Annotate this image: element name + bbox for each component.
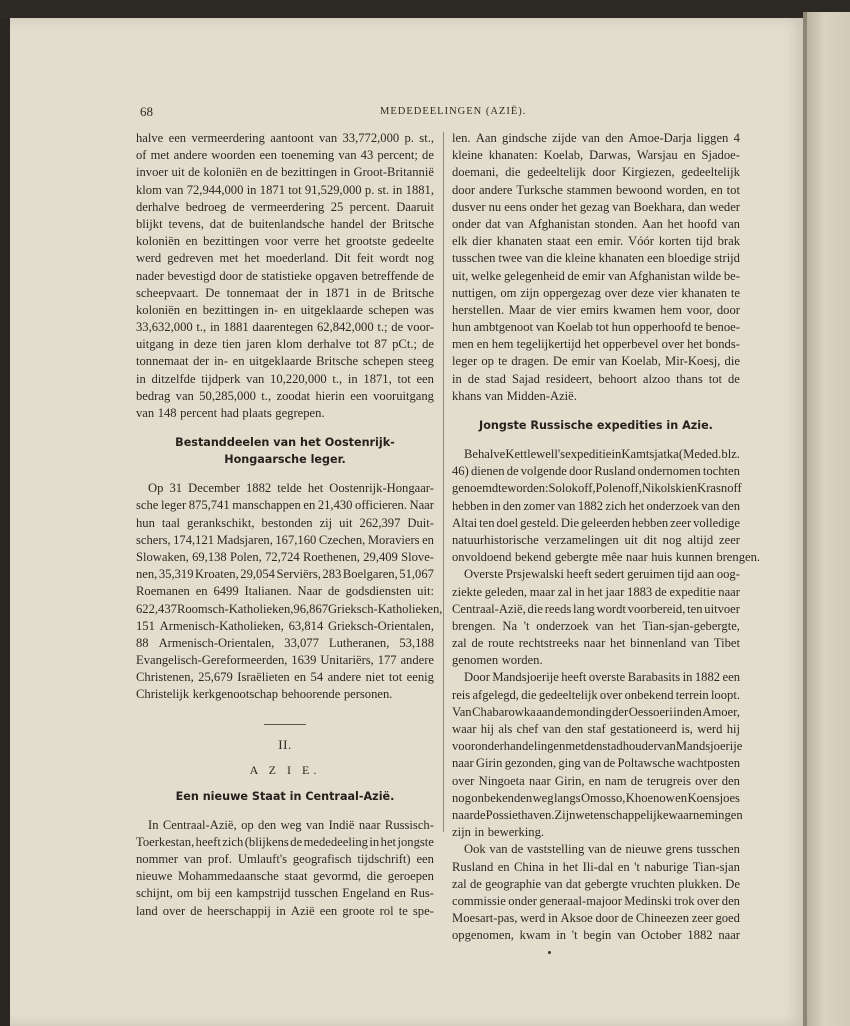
text-line: koloniën en bezittingen voor verre het grootste gedeelte [136, 234, 434, 249]
text-line: derhalve bedroeg de vermeerdering 25 percent. Daaruit [136, 199, 434, 214]
paragraph [452, 669, 743, 841]
text-line: schers, 174,121 Madsjaren, 167,160 Czechen, Moraviers en [136, 532, 434, 547]
section-heading: Een nieuwe Staat in Centraal-Azië. [175, 789, 395, 803]
text-line: khans van Midden-Azië. [452, 388, 577, 403]
text-line: of met andere woorden een toeneming van 43 percent; de [136, 148, 434, 163]
text-line: Ook van de vaststelling van de nieuwe grens tusschen [464, 842, 740, 857]
text-line: in de stad Sajad resideert, behoort alzoo thans tot de [452, 371, 740, 386]
text-line: Roemanen en 6499 Italianen. Naar de godsdiensten uit: [136, 584, 434, 599]
text-line: hebben in den zomer van 1882 zich het onderzoek van den [452, 498, 740, 513]
adjacent-page-edge [807, 12, 850, 1026]
text-line: Evangelisch-Gereformeerden, 1639 Unitariërs, 177 andere [136, 653, 434, 668]
text-line: klom van 72,944,000 in 1871 tot 91,529,000 p. st. in 1881, [136, 182, 434, 197]
text-line: nuttigen, om zijn oppergezag over deze vier khanaten te [452, 285, 740, 300]
text-line: Door Mandsjoerije heeft overste Barabasits in 1882 een [464, 670, 740, 685]
text-line: Rusland en China in het Ili-dal en 't naburige Tian-sjan [452, 859, 740, 874]
paragraph [136, 480, 443, 703]
text-line: doemani, die gedeeltelijk door Kirgiezen, gedeeltelijk [452, 165, 740, 180]
section-heading: Hongaarsche leger. [224, 453, 346, 467]
page-number: 68 [140, 104, 153, 119]
text-line: tusschen twee van die kleine khanaten een bloedige strijd [452, 251, 740, 266]
text-line: blijkt tevens, dat de buitenlandsche handel der Britsche [136, 216, 434, 231]
text-line: herstellen. Maar de vier emirs kwamen hem voor, door [452, 302, 740, 317]
text-line: halve een vermeerdering aantoont van 33,772,000 p. st., [136, 131, 434, 145]
text-line: commissie onder generaal-majoor Medinski trok over den [452, 893, 740, 908]
text-line: elk dier khanaten staat een emir. Vóór korten tijd brak [452, 234, 740, 249]
text-line: van 148 percent had plaats gegrepen. [136, 406, 325, 420]
text-line: tonnemaat der in- en uitgeklaarde Britsche schepen steeg [136, 354, 434, 369]
text-line: naar Girin gezonden, ging van de Poltawsche wachtposten [452, 756, 740, 771]
text-line: scheepvaart. De tonnemaat der in 1871 in de Britsche [136, 285, 434, 300]
text-line: over Ningoeta naar Girin, en nam de terugreis over den [452, 773, 740, 788]
text-line: opgenomen, kwam in 't begin van October 1882 naar [452, 928, 740, 943]
text-line: werd gedreven met het moederland. Dit feit wordt nog [136, 251, 434, 266]
text-line: kleine khanaten: Koelab, Darwas, Warsjau en Sjadoe- [452, 148, 740, 163]
text-line: land over de heerschappij in Azië een groote rol te spe- [136, 903, 434, 918]
text-line: hun ambtgenoot van Koelab tot hun opperhoofd te benoe- [452, 320, 740, 335]
text-line: naar de Possiethaven. Zijn wetenschappelijke waarnemingen [452, 807, 743, 822]
paragraph [452, 446, 761, 566]
text-line: Christelijk kerkgenootschap behoorende personen. [136, 687, 393, 702]
section-heading: Bestanddeelen van het Oostenrijk- [175, 436, 395, 450]
text-line: 151 Armenisch-Katholieken, 63,814 Grieksch-Orientalen, [136, 618, 434, 633]
text-line: nommer van prof. Umlauft's geografisch tijdschrift) een [136, 852, 434, 866]
text-line: Toerkestan, heeft zich (blijkens de mededeeling in het jongste [136, 834, 434, 849]
text-line: zal de geographie van dat gebergte vruchten plukken. De [452, 876, 740, 891]
text-line: schijnt, om bij een kampstrijd tusschen Engeland en Rus- [136, 886, 434, 901]
section-title: A Z I E. [249, 762, 321, 777]
text-line: zijn in bewerking. [452, 825, 545, 840]
paragraph [452, 841, 740, 944]
text-line: Moesart-pas, werd in Aksoe door de Chineezen zeer goed [452, 911, 740, 926]
text-line: invoer uit de koloniën en de bezittingen in Groot-Britannië [136, 165, 434, 180]
text-line: uitgang in deze tien jaren klom derhalve tot 87 pCt.; de [136, 337, 434, 352]
text-line: nieuwe Mohammedaansche staat gevormd, die geroepen [136, 869, 434, 884]
text-line: Op 31 December 1882 telde het Oostenrijk-Hongaar- [148, 481, 434, 496]
text-line: reis afgelegd, die gedeeltelijk over onbekend terrein loopt. [452, 687, 740, 702]
text-line: zal de route rechtstreeks naar het binnenland van Tibet [452, 636, 740, 651]
left-column [136, 130, 443, 920]
text-line: bedrag van 50,285,000 t., zoodat hierin een vooruitgang [136, 388, 434, 403]
text-line: 88 Armenisch-Orientalen, 33,077 Lutheranen, 53,188 [136, 635, 434, 650]
text-line: onder dat van Afghanistan stonden. Aan het hoofd van [452, 216, 740, 231]
section-heading: Jongste Russische expedities in Azie. [479, 419, 713, 432]
text-line: leger op te dragen. De emir van Koelab, Mir-Koesj, die [452, 354, 740, 369]
section-number: II. [278, 736, 292, 752]
text-line: genomen worden. [452, 653, 543, 668]
paragraph [136, 817, 434, 920]
text-line: Van Chabarowka aan de monding der Oessoeri in den Amoer, [452, 704, 740, 719]
text-line: 33,632,000 t., in 1881 daarentegen 62,842,000 t.; de voor- [136, 320, 434, 335]
text-line: nader bevestigd door de statistieke opgaven betreffende de [136, 268, 434, 283]
column-divider [443, 132, 444, 832]
text-line: Slowaken, 69,138 Polen, 72,724 Roethenen, 29,409 Slove- [136, 549, 434, 564]
text-line: Altai ten doel gesteld. Die geleerden hebben zeer volledige [452, 515, 740, 530]
text-line: nen, 35,319 Kroaten, 29,054 Serviërs, 283 Boelgaren, 51,067 [136, 567, 434, 582]
text-line: In Centraal-Azië, op den weg van Indië naar Russisch- [148, 817, 434, 832]
text-line: door andere Turksche stammen bewoond worden, en tot [452, 182, 740, 197]
running-head: MEDEDEELINGEN (AZIË). [380, 106, 527, 117]
text-line: Behalve Kettlewell's expeditie in Kamtsjatka (Meded. blz. [464, 447, 740, 461]
paragraph [452, 130, 740, 405]
paragraph [136, 130, 434, 422]
text-line: 46) dienen de volgende door Rusland ondernomen tochten [452, 464, 740, 479]
page-speck [548, 951, 551, 954]
text-line: koloniën en bezittingen in- en uitgeklaarde schepen was [136, 302, 434, 317]
text-line: sche leger 875,741 manschappen en 21,430 officieren. Naar [136, 498, 434, 513]
text-line: men en hem tegelijkertijd het opperbevel over het bonds- [452, 337, 740, 352]
text-line: uit, welke gelegenheid de emir van Afghanistan wilde be- [452, 268, 740, 283]
text-line: genoemd te worden: Solokoff, Polenoff, Nikolski en Krasnoff [452, 481, 742, 496]
right-column [452, 130, 761, 944]
text-line: 622,437 Roomsch-Katholieken, 96,867 Grieksch-Katholieken, [136, 601, 443, 616]
text-line: onvoldoend bekend gebergte mêe naar huis kunnen brengen. [452, 550, 761, 565]
text-line: Overste Prsjewalski heeft sedert geruimen tijd aan oog- [464, 567, 740, 582]
text-line: voor onderhandelingen met den stadhouder van Mandsjoerije [452, 739, 743, 754]
text-line: Centraal-Azië, die reeds lang wordt voorbereid, ten uitvoer [452, 601, 740, 616]
text-line: len. Aan gindsche zijde van den Amoe-Darja liggen 4 [452, 131, 740, 145]
text-line: waar hij als chef van den staf gestationeerd is, werd hij [452, 722, 740, 736]
text-line: natuurhistorische verzamelingen uit dit nog altijd zeer [452, 532, 740, 547]
text-line: brengen. Na 't onderzoek van het Tian-sjan-gebergte, [452, 618, 740, 633]
text-line: Christenen, 25,679 Israëlieten en 54 andere niet tot eenig [136, 670, 434, 685]
text-line: nog onbekenden weg langs Omosso, Khoenow en Koensjoes [452, 790, 740, 805]
text-line: ziekte geleden, maar zal in het jaar 1883 de expeditie naar [452, 584, 740, 599]
text-line: hun taal gerankschikt, bestonden zij uit 262,397 Duit- [136, 515, 434, 530]
text-line: dusver nu eens onder het gezag van Boekhara, dan weder [452, 199, 740, 214]
scan-background [0, 0, 850, 18]
text-line: in ditzelfde tijdperk van 10,220,000 t., in 1871, tot een [136, 371, 434, 386]
paragraph [452, 566, 740, 669]
